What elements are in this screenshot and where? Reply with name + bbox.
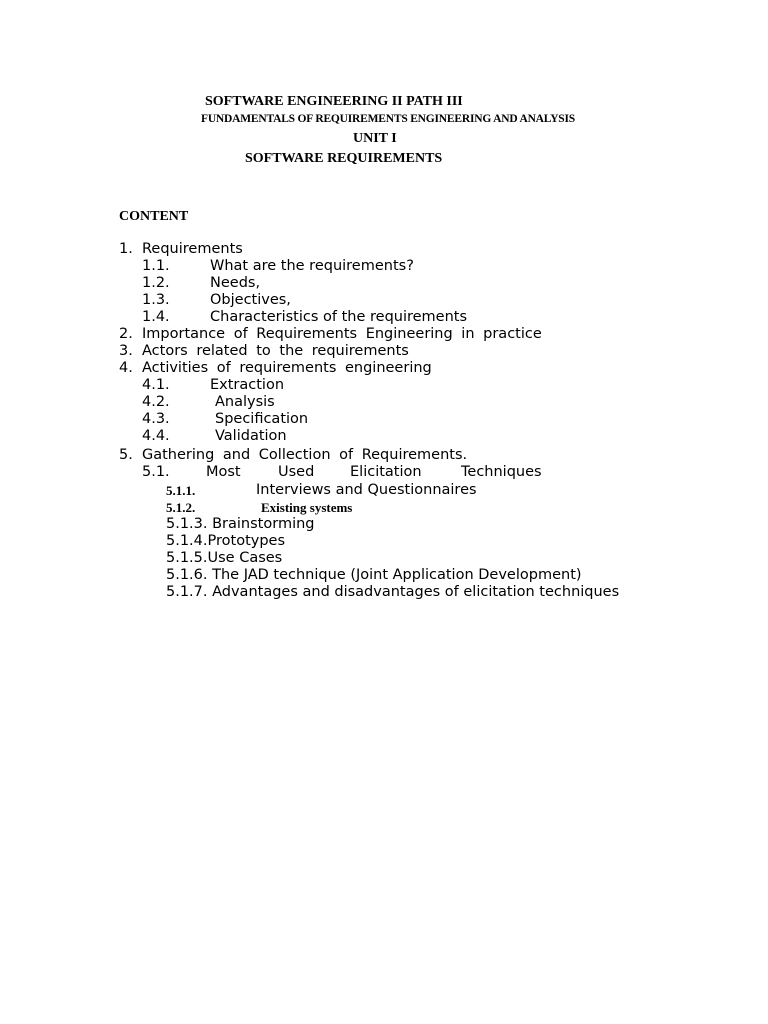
toc-number: 2. [119,326,133,342]
toc-text: Specification [215,411,309,427]
toc-number: 1.2. [142,275,170,291]
toc-text: Extraction [210,377,285,393]
toc-number: 4.2. [142,394,170,410]
toc-text: 5.1.4.Prototypes [166,533,286,549]
toc-text: 5.1.5.Use Cases [166,550,283,566]
toc-number: 4. [119,360,133,376]
toc-number: 4.4. [142,428,170,444]
unit-label: UNIT I [353,131,397,146]
toc-word: Used [278,464,315,480]
toc-number: 5.1.2. [166,500,196,515]
toc-text: Objectives, [210,292,291,308]
toc-number: 5.1.1. [166,483,196,498]
toc-text: Interviews and Questionnaires [256,482,477,498]
toc-text: Requirements [142,241,243,257]
toc-number: 1.4. [142,309,170,325]
toc-number: 1.1. [142,258,170,274]
toc-text: Validation [215,428,287,444]
toc-number: 5. [119,447,133,463]
toc-text: 5.1.6. The JAD technique (Joint Application Development) [166,567,582,583]
toc-text: Activities of requirements engineering [142,360,432,376]
toc-text: 5.1.7. Advantages and disadvantages of elicitation techniques [166,584,620,600]
content-heading: CONTENT [119,209,189,224]
toc-number: 3. [119,343,133,359]
toc-text: Needs, [210,275,261,291]
toc-text: 5.1.3. Brainstorming [166,516,315,532]
toc-text: What are the requirements? [210,258,414,274]
toc-text: Existing systems [261,500,353,515]
toc-number: 1. [119,241,133,257]
unit-title: SOFTWARE REQUIREMENTS [245,151,443,166]
toc-text: Characteristics of the requirements [210,309,468,325]
toc-word: Elicitation [350,464,422,480]
course-title: SOFTWARE ENGINEERING II PATH III [205,94,463,109]
toc-word: Most [206,464,241,480]
toc-text: Analysis [215,394,275,410]
toc-number: 4.3. [142,411,170,427]
toc-number: 1.3. [142,292,170,308]
toc-text: Actors related to the requirements [142,343,409,359]
toc-word: Techniques [461,464,542,480]
toc-number: 5.1. [142,464,170,480]
toc-text: Importance of Requirements Engineering in practice [142,326,542,342]
toc-text: Gathering and Collection of Requirements. [142,447,468,463]
course-subtitle: FUNDAMENTALS OF REQUIREMENTS ENGINEERING AND ANALYSIS [201,113,575,125]
toc-number: 4.1. [142,377,170,393]
